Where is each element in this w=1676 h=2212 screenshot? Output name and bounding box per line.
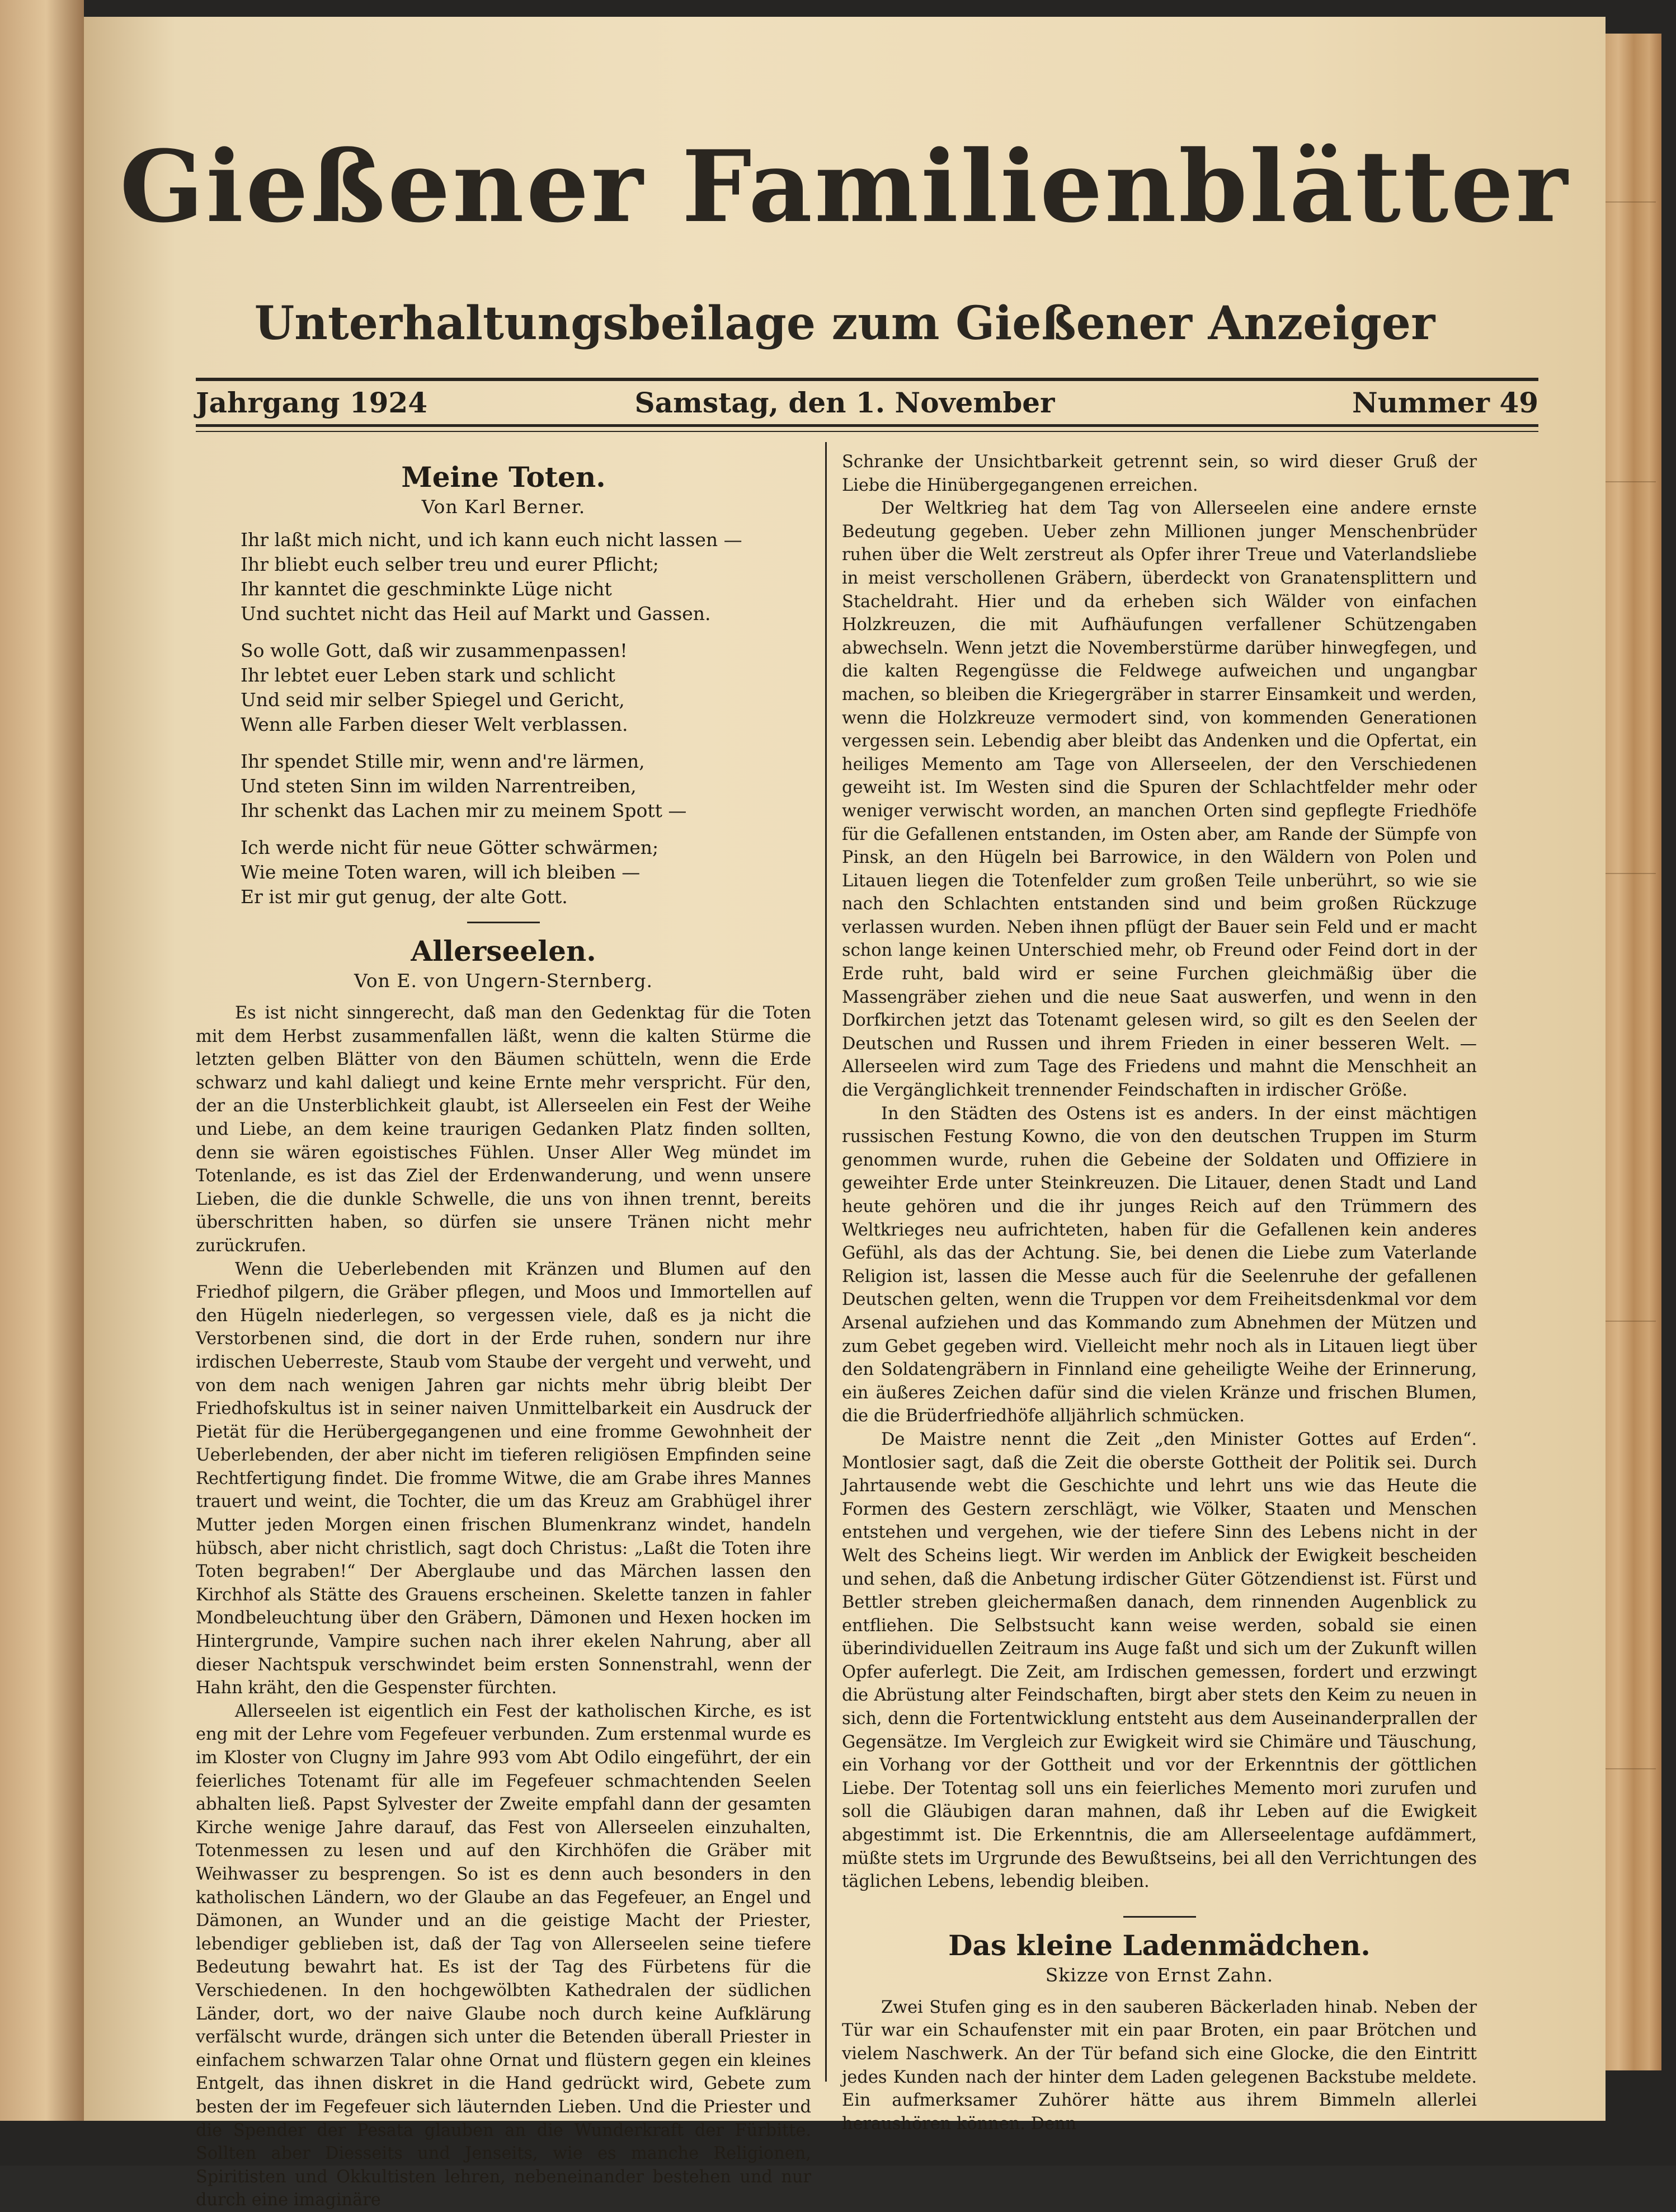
poem-line: So wolle Gott, daß wir zusammenpassen! bbox=[241, 640, 628, 661]
poem-line: Wie meine Toten waren, will ich bleiben — bbox=[241, 861, 641, 883]
article-title: Das kleine Ladenmädchen. bbox=[948, 1928, 1371, 1962]
issue-date: Samstag, den 1. November bbox=[634, 386, 1055, 419]
masthead-rule-top bbox=[196, 378, 1538, 381]
poem-line: Wenn alle Farben dieser Welt verblassen. bbox=[241, 713, 628, 735]
right-column bbox=[842, 450, 1477, 2134]
poem-stanza bbox=[241, 528, 811, 626]
article-paragraph: Allerseelen ist eigentlich ein Fest der katholischen Kirche, es ist eng mit der Lehre vom Fegefeuer verbunden. Zum erstenmal wurde es im Kloster von Clugny im Jahre 993 vom Abt Odilo eingeführt, der ein feierliches Totenamt für alle im Fegefeuer schmachtenden Seelen abhalten ließ. Papst Sylvester der Zweite empfahl dann der gesamten Kirche wenige Jahre darauf, das Fest von Allerseelen einzuhalten, Totenmessen zu lesen und auf den Kirchhöfen die Gräber mit Weihwasser zu besprengen. So ist es denn auch besonders in den katholischen Ländern, wo der Glaube an das Fegefeuer, an Engel und Dämonen, an Wunder und an die geistige Macht der Priester, lebendiger geblieben ist, daß der Tag von Allerseelen seine tiefere Bedeutung bewahrt hat. Es ist der Tag des Fürbetens für die Verschiedenen. In den hochgewölbten Kathedralen der südlichen Länder, dort, wo der naive Glaube noch durch keine Aufklärung verfälscht wurde, drängen sich unter die Betenden überall Priester in einfachem schwarzen Talar ohne Ornat und flüstern gegen ein kleines Entgelt, das ihnen diskret in die Hand gedrückt wird, Gebete zum besten der im Fegefeuer sich läuternden Lieben. Und die Priester und die Spender der Pesata glauben an die Wunderkraft der Fürbitte. Sollten aber Diesseits und Jenseits, wie es manche Religionen, Spiritisten und Okkultisten lehren, nebeneinander bestehen und nur durch eine imaginäre bbox=[196, 1701, 811, 2210]
issue-number: Nummer 49 bbox=[1352, 386, 1538, 419]
poem-stanza bbox=[241, 749, 811, 823]
poem-byline: Von Karl Berner. bbox=[421, 496, 586, 518]
masthead-title: Gießener Familienblätter bbox=[119, 129, 1570, 245]
poem-line: Ihr bliebt euch selber treu und eurer Pflicht; bbox=[241, 553, 659, 575]
article-separator bbox=[467, 922, 540, 923]
article-paragraph: Schranke der Unsichtbarkeit getrennt sein, so wird dieser Gruß der Liebe die Hinübergegangenen erreichen. bbox=[842, 452, 1477, 495]
column-divider bbox=[825, 442, 827, 2082]
article-paragraph: De Maistre nennt die Zeit „den Minister Gottes auf Erden“. Montlosier sagt, daß die Zeit die oberste Gottheit der Politik sei. Durch Jahrtausende webt die Geschichte und lehrt uns wie das Heute die Formen des Gestern zerschlägt, wie Völker, Staaten und Menschen entstehen und vergehen, wie der tiefere Sinn des Lebens nicht in der Welt des Scheins liegt. Wir werden im Anblick der Ewigkeit bescheiden und sehen, daß die Anbetung irdischer Güter Götzendienst ist. Fürst und Bettler streben gleichermaßen danach, dem rinnenden Augenblick zu entfliehen. Die Selbstsucht kann weise werden, sobald sie einen überindividuellen Zeitraum ins Auge faßt und sich um der Zukunft willen Opfer auferlegt. Die Zeit, am Irdischen gemessen, fordert und erzwingt die Abrüstung alter Feindschaften, birgt aber stets den Keim zu neuen in sich, denn die Fortentwicklung entsteht aus dem Auseinanderprallen der Gegensätze. Im Vergleich zur Ewigkeit wird sie Chimäre und Täuschung, ein Vorhang vor der Gottheit und vor der Erkenntnis der göttlichen Liebe. Der Totentag soll uns ein feierliches Memento mori zurufen und soll die Gläubigen daran mahnen, daß ihr Leben auf die Ewigkeit abgestimmt ist. Die Erkenntnis, die am Allerseelentage aufdämmert, müßte stets im Urgrunde des Bewußtseins, bei all den Verrichtungen des täglichen Lebens, lebendig bleiben. bbox=[842, 1429, 1477, 1892]
masthead-rule-bottom bbox=[196, 424, 1538, 427]
article-title: Allerseelen. bbox=[411, 934, 596, 968]
article-paragraph: Zwei Stufen ging es in den sauberen Bäckerladen hinab. Neben der Tür war ein Schaufenster mit ein paar Broten, ein paar Brötchen und vielem Naschwerk. An der Tür befand sich eine Glocke, die den Eintritt jedes Kunden nach der hinter dem Laden gelegenen Backstube meldete. Ein aufmerksamer Zuhörer hätte aus ihrem Bimmeln allerlei heraushören können. Denn bbox=[842, 1997, 1477, 2134]
left-column bbox=[196, 450, 811, 2210]
newspaper-page bbox=[84, 17, 1606, 2210]
article-paragraph: Es ist nicht sinngerecht, daß man den Gedenktag für die Toten mit dem Herbst zusammenfallen läßt, wenn die kalten Stürme die letzten gelben Blätter von den Bäumen schütteln, wenn die Erde schwarz und kahl daliegt und keine Ernte mehr verspricht. Für den, der an die Unsterblichkeit glaubt, ist Allerseelen ein Fest der Weihe und Liebe, an dem keine traurigen Gedanken Platz finden sollten, denn sie wären egoistisches Fühlen. Unser Aller Weg mündet im Totenlande, es ist das Ziel der Erdenwanderung, und wenn unsere Lieben, die die dunkle Schwelle, die uns von ihnen trennt, bereits überschritten haben, so dürfen sie unsere Tränen nicht mehr zurückrufen. bbox=[196, 1003, 811, 1256]
masthead-subtitle: Unterhaltungsbeilage zum Gießener Anzeiger bbox=[254, 297, 1435, 350]
poem-stanza bbox=[241, 835, 811, 909]
issue-year: Jahrgang 1924 bbox=[196, 386, 427, 419]
poem-title: Meine Toten. bbox=[401, 461, 606, 494]
poem-line: Ihr laßt mich nicht, und ich kann euch nicht lassen — bbox=[241, 529, 742, 551]
article-paragraph: In den Städten des Ostens ist es anders. In der einst mächtigen russischen Festung Kowno, die von den deutschen Truppen im Sturm genommen wurde, ruhen die Gebeine der Soldaten und Offiziere in geweihter Erde unter Steinkreuzen. Die Litauer, denen Stadt und Land heute gehören und die ihr junges Reich auf den Trümmern des Weltkrieges neu aufrichteten, haben für die Gefallenen kein anderes Gefühl, als das der Achtung. Sie, bei denen die Liebe zum Vaterlande Religion ist, lassen die Messe auch für die Seelenruhe der gefallenen Deutschen gelten, wenn die Truppen vor dem Freiheitsdenkmal vor dem Arsenal aufziehen und das Kommando zum Abnehmen der Mützen und zum Gebet gegeben wird. Vielleicht mehr noch als in Litauen liegt über den Soldatengräbern in Finnland eine geheiligte Weihe der Erinnerung, ein äußeres Zeichen dafür sind die vielen Kränze und frischen Blumen, die die Brüderfriedhöfe alljährlich schmücken. bbox=[842, 1103, 1477, 1426]
poem-line: Und suchtet nicht das Heil auf Markt und Gassen. bbox=[241, 603, 711, 624]
poem-line: Und steten Sinn im wilden Narrentreiben, bbox=[241, 775, 637, 797]
previous-page-edge bbox=[0, 0, 84, 2121]
poem-line: Und seid mir selber Spiegel und Gericht, bbox=[241, 689, 625, 711]
masthead-rule-bottom-thin bbox=[196, 431, 1538, 432]
poem-line: Er ist mir gut genug, der alte Gott. bbox=[241, 886, 568, 908]
poem-line: Ihr kanntet die geschminkte Lüge nicht bbox=[241, 578, 612, 600]
poem-line: Ihr schenkt das Lachen mir zu meinem Spott — bbox=[241, 800, 687, 821]
poem-line: Ich werde nicht für neue Götter schwärmen; bbox=[241, 837, 659, 858]
article-separator bbox=[1123, 1916, 1196, 1918]
page-stack-edge bbox=[1600, 34, 1661, 2070]
poem-line: Ihr lebtet euer Leben stark und schlicht bbox=[241, 664, 615, 686]
article-paragraph: Der Weltkrieg hat dem Tag von Allerseelen eine andere ernste Bedeutung gegeben. Ueber zehn Millionen junger Menschenbrüder ruhen über die Welt zerstreut als Opfer ihrer Treue und Vaterlandsliebe in meist verschollenen Gräbern, überdeckt von Granatensplittern und Stacheldraht. Hier und da erheben sich Wälder von einfachen Holzkreuzen, die mit Aufhäufungen verfallener Schützengaben abwechseln. Wenn jetzt die Novemberstürme darüber hinwegfegen, und die kalten Regengüsse die Feldwege aufweichen und ungangbar machen, so bleiben die Kriegergräber in starrer Einsamkeit und werden, wenn die Holzkreuze vermodert sind, von kommenden Generationen vergessen sein. Lebendig aber bleibt das Andenken und die Opfertat, ein heiliges Memento am Tage von Allerseelen, der den Verschiedenen geweiht ist. Im Westen sind die Spuren der Schlachtfelder mehr oder weniger verwischt worden, an manchen Orten sind gepflegte Friedhöfe für die Gefallenen entstanden, im Osten aber, am Rande der Sümpfe von Pinsk, an den Hügeln bei Barrowice, in den Wäldern von Polen und Litauen liegen die Totenfelder zum großen Teile unberührt, so wie sie nach den Schlachten entstanden sind und beim großen Rückzuge verlassen wurden. Neben ihnen pflügt der Bauer sein Feld und er macht schon lange keinen Unterschied mehr, ob Freund oder Feind dort in der Erde ruht, bald wird er seine Furchen gleichmäßig über die Massengräber ziehen und die neue Saat auswerfen, und wenn in den Dorfkirchen jetzt das Totenamt gelesen wird, so gilt es den Seelen der Deutschen und Russen und ihrem Frieden in einer besseren Welt. — Allerseelen wird zum Tage des Friedens und mahnt die Menschheit an die Vergänglichkeit trennender Feindschaften in irdischer Größe. bbox=[842, 499, 1477, 1101]
article-byline: Von E. von Ungern-Sternberg. bbox=[354, 970, 653, 992]
article-byline: Skizze von Ernst Zahn. bbox=[1045, 1964, 1274, 1986]
article-paragraph: Wenn die Ueberlebenden mit Kränzen und Blumen auf den Friedhof pilgern, die Gräber pflegen, und Moos und Immortellen auf den Hügeln niederlegen, so vergessen viele, daß es ja nicht die Verstorbenen sind, die dort in der Erde ruhen, sondern nur ihre irdischen Ueberreste, Staub vom Staube der vergeht und verweht, und von dem nach wenigen Jahren gar nichts mehr übrig bleibt Der Friedhofskultus ist in seiner naiven Unmittelbarkeit ein Ausdruck der Pietät für die Herübergegangenen und eine fromme Gewohnheit der Ueberlebenden, der aber nicht im tieferen religiösen Empfinden seine Rechtfertigung findet. Die fromme Witwe, die am Grabe ihres Mannes trauert und weint, die Tochter, die um das Kreuz am Grabhügel ihrer Mutter jeden Morgen einen frischen Blumenkranz windet, handeln hübsch, aber nicht christlich, sagt doch Christus: „Laßt die Toten ihre Toten begraben!“ Der Aberglaube und das Märchen lassen den Kirchhof als Stätte des Grauens erscheinen. Skelette tanzen in fahler Mondbeleuchtung über den Gräbern, Dämonen und Hexen hocken im Hintergrunde, Vampire suchen nach ihrer ekelen Nahrung, aber all dieser Nachtspuk verschwindet beim ersten Sonnenstrahl, wenn der Hahn kräht, den die Gespenster fürchten. bbox=[196, 1259, 811, 1698]
poem-stanza bbox=[241, 638, 811, 737]
poem-line: Ihr spendet Stille mir, wenn and're lärmen, bbox=[241, 750, 645, 772]
